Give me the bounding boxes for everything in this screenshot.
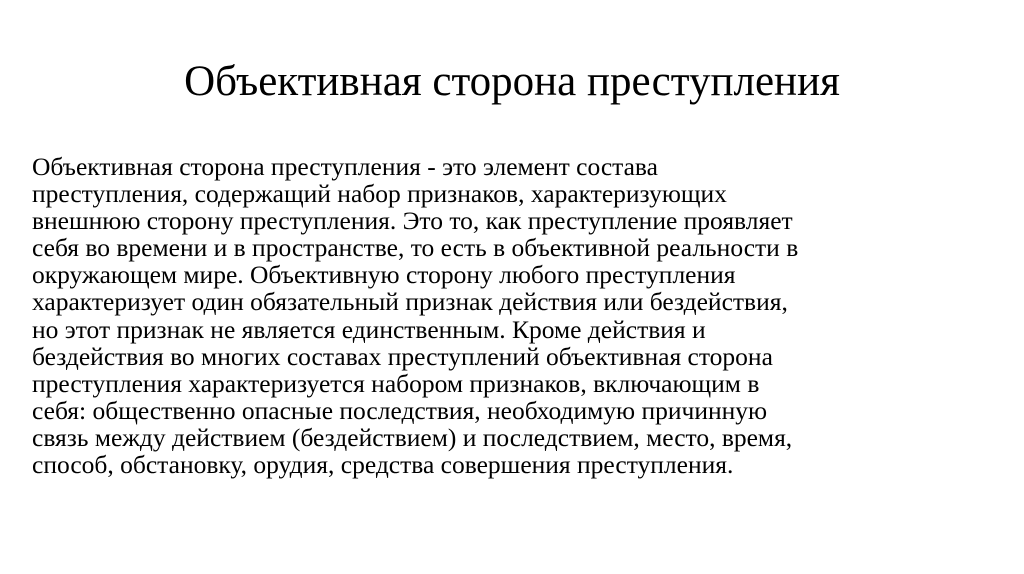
body-line-8: бездействия во многих составах преступлений объективная сторона — [32, 341, 773, 371]
body-line-7: но этот признак не является единственным. Кроме действия и — [32, 314, 706, 344]
body-line-2: преступления, содержащий набор признаков, характеризующих — [32, 179, 727, 209]
body-line-3: внешнюю сторону преступления. Это то, как преступление проявляет — [32, 206, 793, 236]
body-line-1: Объективная сторона преступления - это элемент состава — [32, 152, 658, 181]
body-line-4: себя во времени и в пространстве, то есть в объективной реальности в — [32, 233, 799, 263]
body-line-9: преступления характеризуется набором признаков, включающим в — [32, 368, 760, 398]
body-line-5: окружающем мире. Объективную сторону любого преступления — [32, 260, 736, 290]
slide-title: Объективная сторона преступления — [184, 58, 840, 105]
slide-body-text — [32, 153, 944, 478]
body-line-10: себя: общественно опасные последствия, необходимую причинную — [32, 395, 768, 425]
body-line-12: способ, обстановку, орудия, средства совершения преступления. — [32, 450, 734, 480]
body-line-6: характеризует один обязательный признак действия или бездействия, — [32, 287, 788, 317]
body-line-11: связь между действием (бездействием) и последствием, место, время, — [32, 422, 793, 452]
